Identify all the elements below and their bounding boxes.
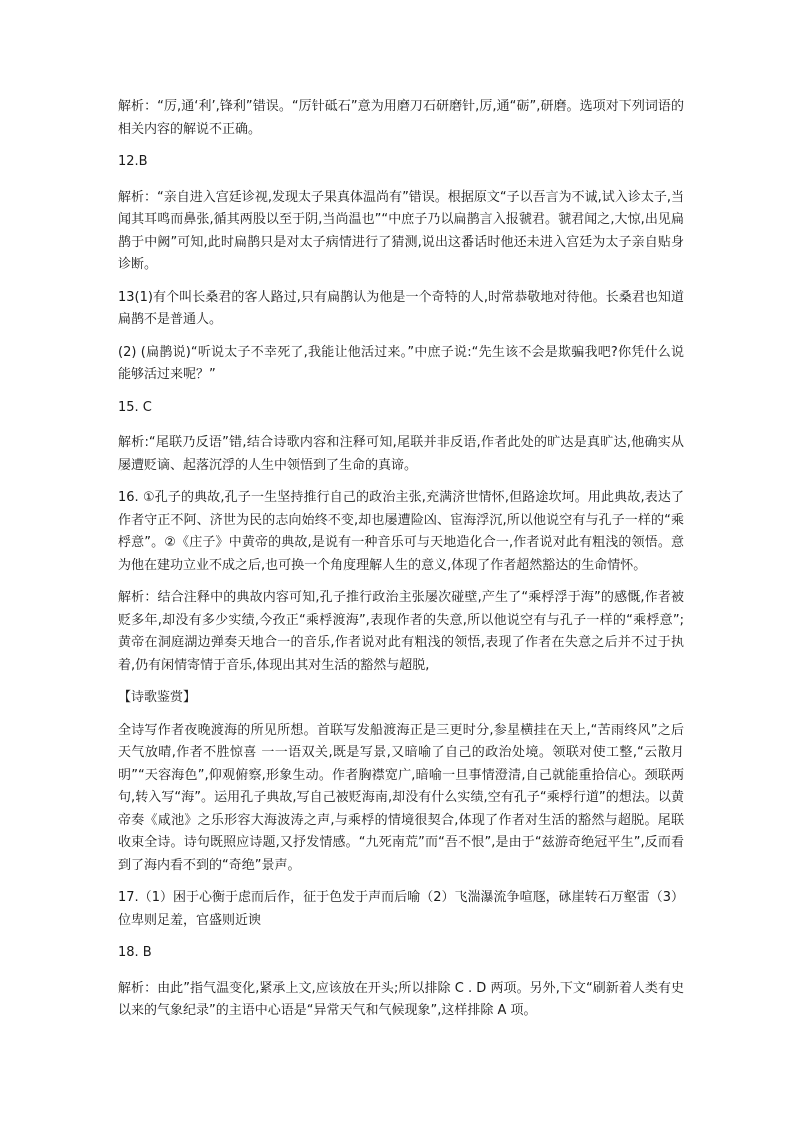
document-page	[118, 96, 684, 1033]
section-heading-poem-appreciation: 【诗歌鉴赏】	[118, 690, 197, 705]
paragraph-analysis-16: 解析：结合注释中的典故内容可知,孔子推行政治主张屡次碰壁,产生了“乘桴浮于海”的感慨,作者被贬多年,却没有多少实绩,今孜正“乘桴渡海”,表现作者的失意,所以他说空有与孔子一样的“乘桴意”;黄帝在洞庭湖边弹奏天地合一的音乐,作者说对此有粗浅的领悟,表现了作者在失意之后并不过于执着,仍有闲情寄情于音乐,体现出其对生活的豁然与超脱,	[118, 590, 684, 673]
answer-15: 15. C	[118, 399, 152, 415]
paragraph-translation-13-2: (2) (扁鹊说)“听说太子不幸死了,我能让他活过来。”中庶子说:“先生该不会是欺骗我吧?你凭什么说能够活过来呢？”	[118, 344, 684, 382]
paragraph-analysis-15: 解析:“尾联乃反语”错,结合诗歌内容和注释可知,尾联并非反语,作者此处的旷达是真旷达,他确实从屡遭贬谪、起落沉浮的人生中领悟到了生命的真谛。	[118, 435, 684, 473]
paragraph-poem-appreciation: 全诗写作者夜晚渡海的所见所想。首联写发船渡海正是三更时分,参星横挂在天上,“苦雨终风”之后天气放晴,作者不胜惊喜 一一语双关,既是写景,又暗喻了自己的政治处境。领联对使工整,“云散月明”“天容海色”,仰观俯察,形象生动。作者胸襟宽广,暗喻一旦事情澄清,自己就能重拾信心。颈联两句,转入写“海”。运用孔子典故,写自己被贬海南,却没有什么实绩,空有孔子“乘桴行道”的想法。以黄帝奏《咸池》之乐形容大海波涛之声,与乘桴的情境很契合,体现了作者对生活的豁然与超脱。尾联收束全诗。诗句既照应诗题,又抒发情感。“九死南荒”而“吾不恨”,是由于“兹游奇绝冠平生”,反而看到了海内看不到的“奇绝”景声。	[118, 722, 684, 873]
paragraph-answer-16: 16. ①孔子的典故,孔子一生坚持推行自己的政治主张,充满济世情怀,但路途坎坷。用此典故,表达了作者守正不阿、济世为民的志向始终不变,却也屡遭险凶、宦海浮沉,所以他说空有与孔子一样的“乘桴意”。②《庄子》中黄帝的典故,是说有一种音乐可与天地造化合一,作者说对此有粗浅的领悟。意为他在建功立业不成之后,也可换一个角度理解人生的意义,体现了作者超然豁达的生命情怀。	[118, 490, 684, 573]
answer-18: 18. B	[118, 945, 152, 960]
paragraph-analysis-11: 解析：“厉,通‘利’,锋利”错误。“厉针砥石”意为用磨刀石研磨针,厉,通“砺”,研磨。选项对下列词语的相关内容的解说不正确。	[118, 99, 684, 137]
paragraph-analysis-18: 解析：由此”指气温变化,紧承上文,应该放在开头;所以排除 C . D 两项。另外,下文“刷新着人类有史以来的气象纪录”的主语中心语是“异常天气和气候现象”,这样排除 A 项。	[118, 980, 684, 1018]
paragraph-answer-17: 17.（1）困于心衡于虑而后作，征于色发于声而后喻（2）飞湍瀑流争喧豗，砯崖转石万壑雷（3）位卑则足羞，官盛则近谀	[118, 890, 684, 928]
paragraph-translation-13-1: 13(1)有个叫长桑君的客人路过,只有扁鹊认为他是一个奇特的人,时常恭敬地对待他。长桑君也知道扁鹊不是普通人。	[118, 289, 684, 327]
paragraph-analysis-12: 解析：“亲自进入宫廷诊视,发现太子果真体温尚有”错误。根据原文“子以吾言为不诚,试入诊太子,当闻其耳鸣而鼻张,循其两股以至于阴,当尚温也”“中庶子乃以扁鹊言入报虢君。虢君闻之,大惊,出见扁鹊于中阙”可知,此时扁鹊只是对太子病情进行了猜测,说出这番话时他还未进入宫廷为太子亲自贴身诊断。	[118, 189, 684, 272]
answer-12: 12.B	[118, 154, 148, 169]
